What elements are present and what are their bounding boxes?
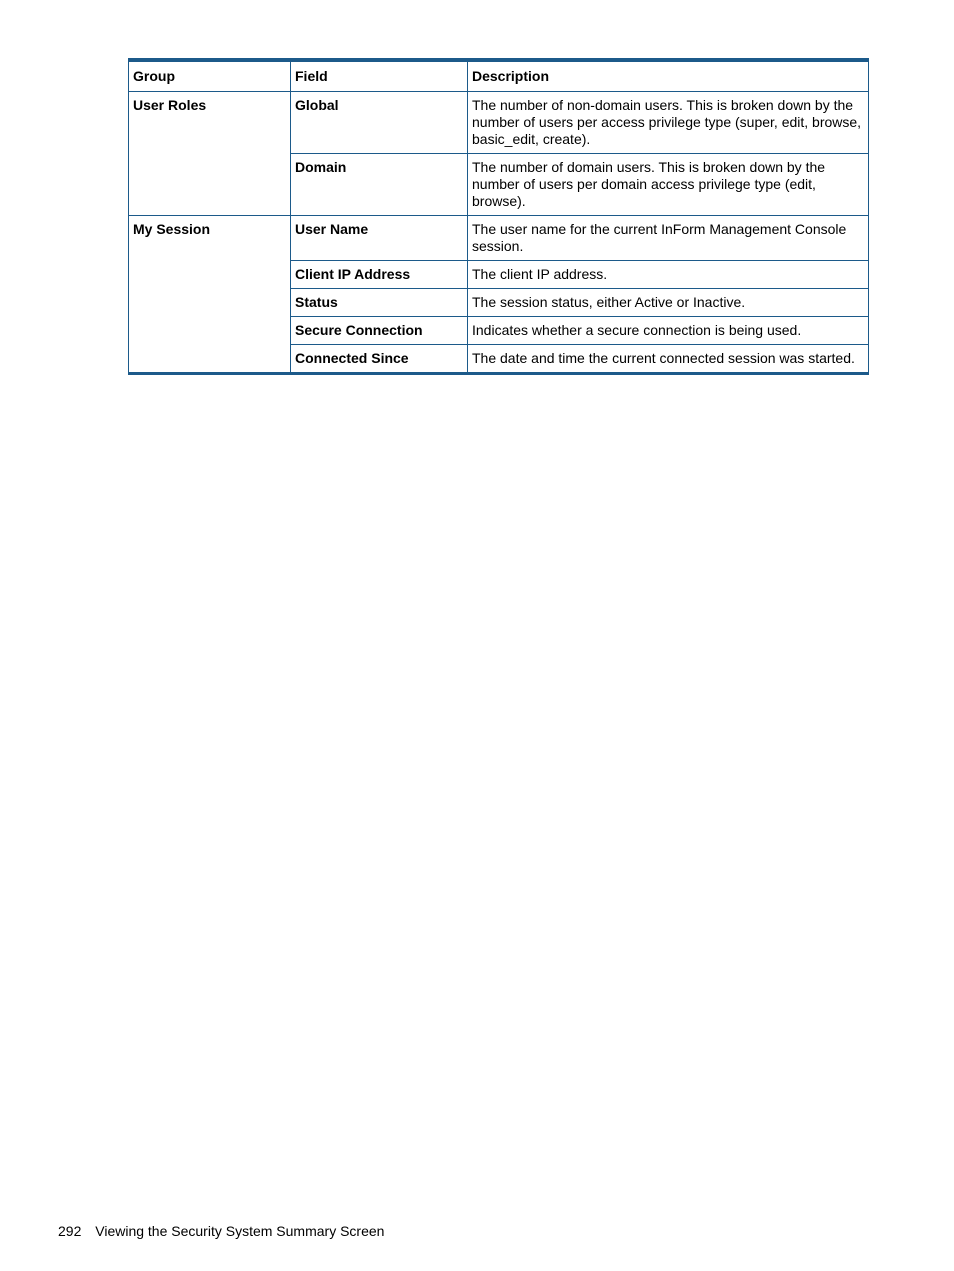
description-cell: The user name for the current InForm Management Console session. (468, 216, 869, 261)
field-cell: Connected Since (291, 345, 468, 374)
header-group: Group (129, 60, 291, 92)
description-cell: The number of non-domain users. This is broken down by the number of users per access privilege type (super, edit, browse, basic_edit, create). (468, 92, 869, 154)
page-number: 292 (58, 1223, 82, 1239)
field-description-table (128, 58, 869, 375)
group-cell-my-session: My Session (129, 216, 291, 374)
group-cell-user-roles: User Roles (129, 92, 291, 216)
header-description: Description (468, 60, 869, 92)
field-cell: Status (291, 289, 468, 317)
description-cell: The session status, either Active or Inactive. (468, 289, 869, 317)
page-footer (58, 1223, 384, 1240)
field-cell: Client IP Address (291, 261, 468, 289)
table-row (129, 92, 869, 154)
footer-section-title: Viewing the Security System Summary Screen (95, 1223, 385, 1239)
field-cell: User Name (291, 216, 468, 261)
description-cell: The number of domain users. This is broken down by the number of users per domain access privilege type (edit, browse). (468, 154, 869, 216)
description-cell: The date and time the current connected session was started. (468, 345, 869, 374)
description-cell: The client IP address. (468, 261, 869, 289)
description-cell: Indicates whether a secure connection is being used. (468, 317, 869, 345)
field-cell: Global (291, 92, 468, 154)
field-cell: Domain (291, 154, 468, 216)
field-cell: Secure Connection (291, 317, 468, 345)
table-header-row (129, 60, 869, 92)
header-field: Field (291, 60, 468, 92)
table-row (129, 216, 869, 261)
